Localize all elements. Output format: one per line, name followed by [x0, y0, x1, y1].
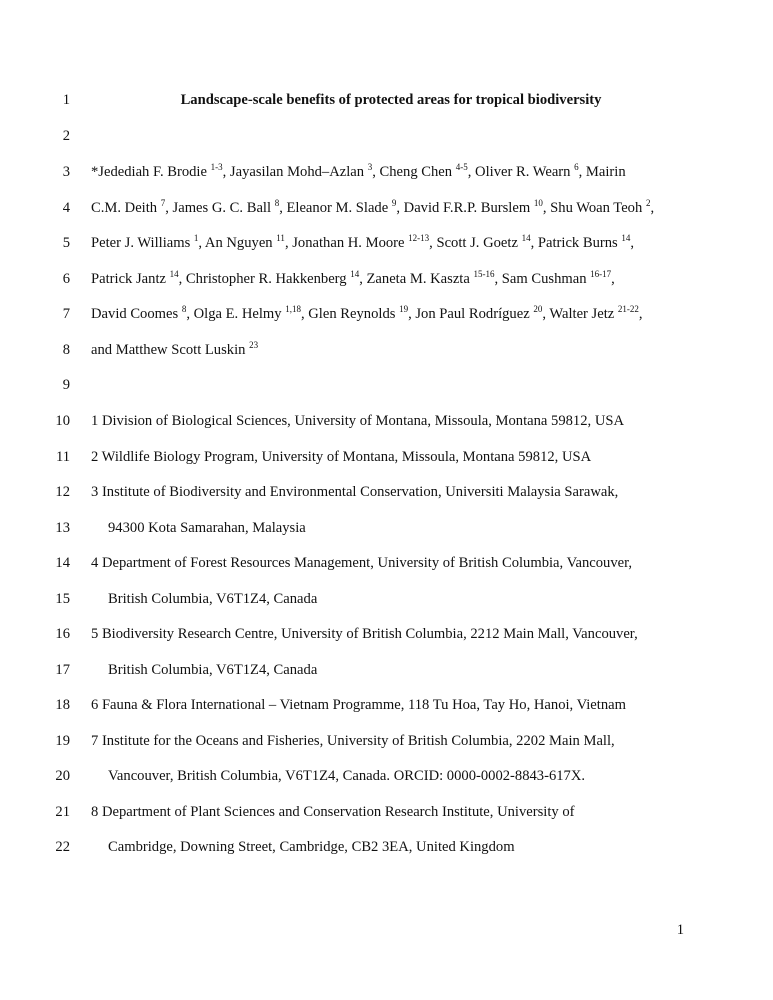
manuscript-line — [0, 729, 773, 753]
author-text: , Christopher R. Hakkenberg — [178, 271, 351, 287]
affiliation-superscript: 14 — [621, 233, 631, 243]
author-text: , Patrick Burns — [530, 235, 622, 251]
affiliation-line: 1 Division of Biological Sciences, University of Montana, Missoula, Montana 59812, USA — [91, 413, 625, 429]
line-number: 6 — [62, 271, 70, 287]
author-text: , — [611, 271, 615, 287]
line-number: 19 — [55, 733, 70, 749]
affiliation-superscript: 20 — [533, 304, 543, 314]
manuscript-line — [0, 160, 773, 184]
author-text: Patrick Jantz — [91, 271, 170, 287]
line-number: 11 — [55, 449, 70, 465]
affiliation-superscript: 4-5 — [455, 162, 468, 172]
author-text: , Shu Woan Teoh — [542, 200, 646, 216]
author-text: , An Nguyen — [198, 235, 277, 251]
affiliation-line: 3 Institute of Biodiversity and Environmental Conservation, Universiti Malaysia Sarawak, — [91, 484, 619, 500]
author-text: , — [650, 200, 655, 216]
author-text: Peter J. Williams — [91, 235, 194, 251]
affiliation-superscript: 9 — [391, 198, 397, 208]
affiliation-superscript: 3 — [367, 162, 373, 172]
author-line — [91, 196, 654, 220]
manuscript-line — [0, 764, 773, 788]
line-number: 7 — [62, 306, 70, 322]
author-text: , Cheng Chen — [372, 164, 456, 180]
author-text: , Scott J. Goetz — [429, 235, 522, 251]
affiliation-superscript: 23 — [249, 340, 259, 350]
affiliation-superscript: 1 — [193, 233, 199, 243]
author-text: , Oliver R. Wearn — [467, 164, 575, 180]
paper-title: Landscape-scale benefits of protected areas for tropical biodiversity — [180, 92, 602, 108]
line-number: 12 — [55, 484, 70, 500]
manuscript-line — [0, 196, 773, 220]
affiliation-superscript: 14 — [350, 269, 360, 279]
affiliation-line: 6 Fauna & Flora International – Vietnam Programme, 118 Tu Hoa, Tay Ho, Hanoi, Vietnam — [91, 697, 626, 713]
affiliation-superscript: 1-3 — [210, 162, 223, 172]
affiliation-superscript: 12-13 — [408, 233, 430, 243]
manuscript-line — [0, 373, 773, 397]
affiliation-line: 2 Wildlife Biology Program, University of Montana, Missoula, Montana 59812, USA — [91, 449, 592, 465]
affiliation-superscript: 14 — [169, 269, 179, 279]
author-text: and Matthew Scott Luskin — [91, 342, 250, 358]
line-number: 1 — [62, 92, 70, 108]
manuscript-line — [0, 551, 773, 575]
manuscript-line — [0, 800, 773, 824]
manuscript-line — [0, 622, 773, 646]
author-text: , Mairin — [578, 164, 626, 180]
manuscript-line — [0, 445, 773, 469]
manuscript-line — [0, 88, 773, 112]
line-number: 14 — [55, 555, 70, 571]
author-line — [91, 231, 634, 255]
affiliation-superscript: 8 — [181, 304, 187, 314]
author-text: , David F.R.P. Burslem — [396, 200, 534, 216]
author-text: David Coomes — [91, 306, 182, 322]
author-line — [91, 302, 643, 326]
author-text: , Jon Paul Rodríguez — [408, 306, 534, 322]
affiliation-line: British Columbia, V6T1Z4, Canada — [108, 662, 318, 678]
manuscript-line — [0, 409, 773, 433]
affiliation-line: 94300 Kota Samarahan, Malaysia — [108, 520, 306, 536]
author-text: C.M. Deith — [91, 200, 161, 216]
line-number: 10 — [55, 413, 70, 429]
manuscript-line — [0, 693, 773, 717]
affiliation-line: 5 Biodiversity Research Centre, University of British Columbia, 2212 Main Mall, Vancouver, — [91, 626, 638, 642]
manuscript-line — [0, 835, 773, 859]
author-text: , Jonathan H. Moore — [284, 235, 409, 251]
line-number: 3 — [62, 164, 70, 180]
manuscript-line — [0, 658, 773, 682]
author-text: , Eleanor M. Slade — [279, 200, 392, 216]
affiliation-superscript: 7 — [160, 198, 166, 208]
affiliation-line: 4 Department of Forest Resources Management, University of British Columbia, Vancouver, — [91, 555, 633, 571]
author-text: , James G. C. Ball — [165, 200, 275, 216]
author-text: *Jedediah F. Brodie — [91, 164, 211, 180]
manuscript-line — [0, 302, 773, 326]
author-text: , Walter Jetz — [542, 306, 618, 322]
line-number: 9 — [62, 377, 70, 393]
line-number: 5 — [62, 235, 70, 251]
line-number: 21 — [55, 804, 70, 820]
affiliation-superscript: 11 — [276, 233, 285, 243]
line-number: 22 — [55, 839, 70, 855]
author-text: , Sam Cushman — [494, 271, 591, 287]
line-number: 4 — [62, 200, 70, 216]
author-line — [91, 160, 626, 184]
author-text: , Jayasilan Mohd–Azlan — [222, 164, 368, 180]
manuscript-line — [0, 124, 773, 148]
manuscript-line — [0, 231, 773, 255]
line-number: 8 — [62, 342, 70, 358]
manuscript-line — [0, 338, 773, 362]
affiliation-line: British Columbia, V6T1Z4, Canada — [108, 591, 318, 607]
affiliation-superscript: 14 — [521, 233, 531, 243]
affiliation-line: 8 Department of Plant Sciences and Conservation Research Institute, University of — [91, 804, 575, 820]
affiliation-superscript: 2 — [645, 198, 651, 208]
author-line — [91, 338, 258, 362]
author-text: , Glen Reynolds — [300, 306, 400, 322]
author-line — [91, 267, 615, 291]
author-text: , Zaneta M. Kaszta — [359, 271, 474, 287]
affiliation-superscript: 1,18 — [285, 304, 301, 314]
affiliation-superscript: 15-16 — [473, 269, 495, 279]
line-number: 16 — [55, 626, 70, 642]
manuscript-line — [0, 267, 773, 291]
affiliation-superscript: 16-17 — [590, 269, 612, 279]
line-number: 2 — [62, 128, 70, 144]
page-number: 1 — [676, 922, 684, 938]
author-text: , — [630, 235, 635, 251]
affiliation-superscript: 10 — [533, 198, 543, 208]
line-number: 18 — [55, 697, 70, 713]
line-number: 13 — [55, 520, 70, 536]
affiliation-superscript: 19 — [399, 304, 409, 314]
manuscript-line — [0, 587, 773, 611]
affiliation-superscript: 21-22 — [617, 304, 639, 314]
affiliation-superscript: 6 — [574, 162, 579, 172]
manuscript-line — [0, 516, 773, 540]
affiliation-line: Vancouver, British Columbia, V6T1Z4, Canada. ORCID: 0000-0002-8843-617X. — [108, 768, 586, 784]
line-number: 15 — [55, 591, 70, 607]
line-number: 17 — [55, 662, 70, 678]
author-text: , — [638, 306, 643, 322]
manuscript-line — [0, 480, 773, 504]
affiliation-superscript: 8 — [274, 198, 280, 208]
affiliation-line: Cambridge, Downing Street, Cambridge, CB2 3EA, United Kingdom — [108, 839, 515, 855]
author-text: , Olga E. Helmy — [186, 306, 286, 322]
line-number: 20 — [55, 768, 70, 784]
affiliation-line: 7 Institute for the Oceans and Fisheries, University of British Columbia, 2202 Main Mall, — [91, 733, 615, 749]
